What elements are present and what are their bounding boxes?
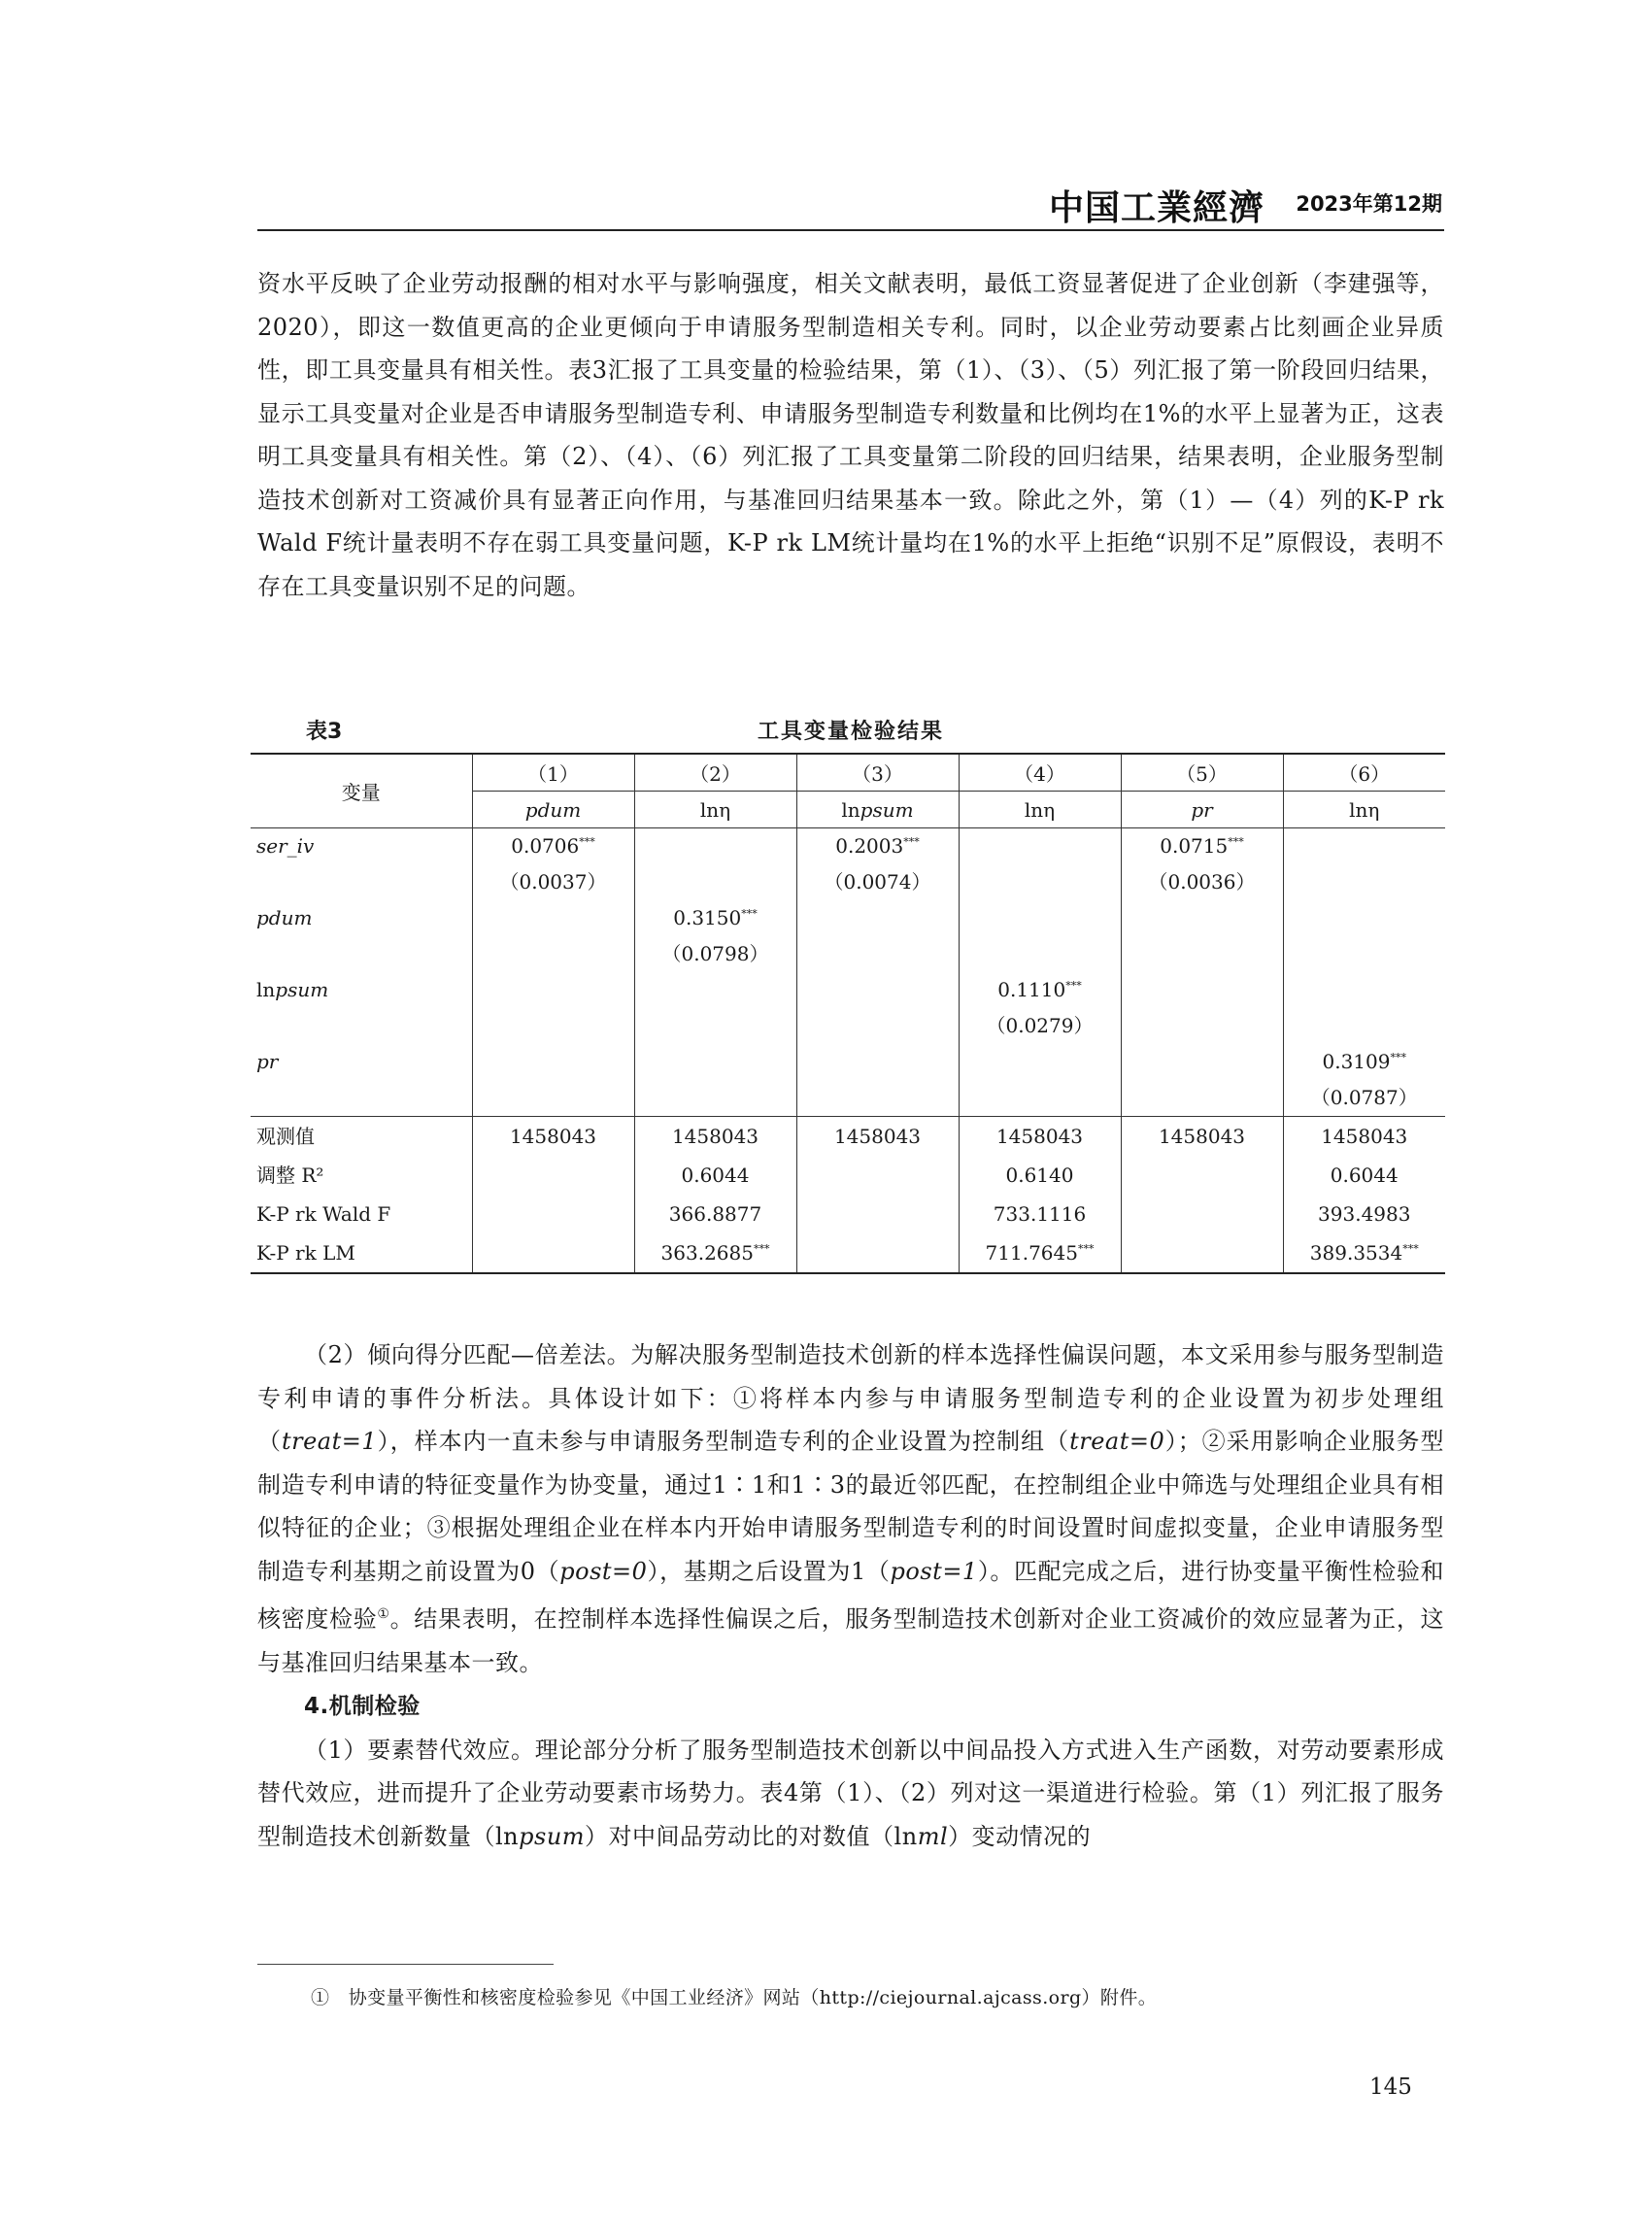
statistic-value: 389.3534: [1309, 1241, 1403, 1265]
standard-error: [473, 936, 634, 972]
row-variable-name: ser_iv: [256, 834, 315, 858]
table-cell: [1283, 828, 1445, 901]
coefficient: [473, 828, 634, 864]
table-cell: [634, 1156, 796, 1195]
coefficient: [1122, 972, 1283, 1008]
table-cell: [472, 1233, 634, 1273]
coefficient: [1122, 828, 1283, 864]
table-row: [251, 900, 1445, 972]
text-run: （2）倾向得分匹配—倍差法。为解决服务型制造技术创新的样本选择性偏误问题，本文采用参与服务型制造专利申请的事件分析法。具体设计如下：①将样本内参与申请服务型制造专利的企业设置为初步处理组（: [257, 1341, 1444, 1455]
col-number-3: （3）: [796, 754, 959, 792]
statistic-value: 711.7645: [985, 1241, 1078, 1265]
standard-error: [797, 1008, 959, 1044]
table-row: [251, 1044, 1445, 1117]
standard-error: [1122, 1080, 1283, 1116]
standard-error: [1284, 936, 1446, 972]
paragraph-text: [257, 1333, 1444, 1684]
text-run: ）对中间品劳动比的对数值（ln: [585, 1822, 918, 1850]
table-cell: [472, 1195, 634, 1233]
section-heading: 4.机制检验: [304, 1694, 421, 1719]
table-row: [251, 1117, 1445, 1157]
issue-label: 2023年第12期: [1296, 192, 1442, 216]
table-cell: [1283, 972, 1445, 1044]
table-cell: [796, 900, 959, 972]
table-cell: [634, 1117, 796, 1157]
table-cell: [472, 1156, 634, 1195]
variable-header: 变量: [341, 781, 381, 804]
standard-error: [960, 936, 1121, 972]
running-header: [257, 181, 1444, 231]
row-variable-name: pdum: [256, 906, 313, 929]
table-cell: [634, 1195, 796, 1233]
significance-stars: ***: [579, 835, 595, 849]
statistic-value: 1458043: [833, 1125, 922, 1148]
table-caption: 工具变量检验结果: [757, 720, 944, 744]
footnote-marker: ①: [377, 1606, 390, 1622]
statistic-value: 1458043: [509, 1125, 597, 1148]
dep-var-5: pr: [1121, 792, 1283, 828]
standard-error: （0.0279）: [986, 1014, 1094, 1037]
table-cell: [1283, 1156, 1445, 1195]
table-cell: [634, 900, 796, 972]
statistic-name: 观测值: [256, 1125, 315, 1148]
variable-ml: ml: [917, 1822, 949, 1850]
table-cell: [796, 972, 959, 1044]
table-cell: [634, 1044, 796, 1117]
row-variable-name: pr: [256, 1050, 279, 1073]
coefficient: [635, 900, 796, 936]
coefficient: [473, 900, 634, 936]
text-run: ）变动情况的: [948, 1822, 1092, 1850]
table-cell: [472, 1044, 634, 1117]
standard-error: [797, 936, 959, 972]
coefficient: [473, 1044, 634, 1080]
standard-error: （0.0037）: [499, 870, 607, 894]
table-cell: [1283, 1195, 1445, 1233]
significance-stars: ***: [1228, 835, 1244, 849]
text-run: ），样本内一直未参与申请服务型制造专利的企业设置为控制组（: [377, 1428, 1070, 1455]
standard-error: [1284, 1008, 1446, 1044]
iv-results-table: [251, 753, 1445, 1274]
statistic-rows: [251, 1117, 1445, 1274]
statistic-name: K-P rk LM: [256, 1241, 355, 1265]
paragraph-text: 资水平反映了企业劳动报酬的相对水平与影响强度，相关文献表明，最低工资显著促进了企业创新（李建强等，2020），即这一数值更高的企业更倾向于申请服务型制造相关专利。同时，以企业劳动要素占比刻画企业异质性，即工具变量具有相关性。表3汇报了工具变量的检验结果，第（1）、（3）、（5）列汇报了第一阶段回归结果，显示工具变量对企业是否申请服务型制造专利、申请服务型制造专利数量和比例均在1%的水平上显著为正，这表明工具变量具有相关性。第（2）、（4）、（6）列汇报了工具变量第二阶段的回归结果，结果表明，企业服务型制造技术创新对工资减价具有显著正向作用，与基准回归结果基本一致。除此之外，第（1）—（4）列的K-P rk Wald F统计量表明不存在弱工具变量问题，K-P rk LM统计量均在1%的水平上拒绝“识别不足”原假设，表明不存在工具变量识别不足的问题。: [257, 270, 1444, 600]
table-cell: [1283, 1233, 1445, 1273]
table-cell: [959, 1195, 1121, 1233]
text-run: 。结果表明，在控制样本选择性偏误之后，服务型制造技术创新对企业工资减价的效应显著为正，这与基准回归结果基本一致。: [257, 1605, 1445, 1676]
table-cell: [634, 828, 796, 901]
standard-error: （0.0074）: [824, 870, 931, 894]
coefficient: [1284, 972, 1446, 1008]
statistic-value: 733.1116: [993, 1202, 1087, 1226]
significance-stars: ***: [753, 1242, 770, 1256]
table-cell: [1121, 1044, 1283, 1117]
coefficient-value: 0.3150: [673, 906, 742, 929]
table-cell: [796, 1044, 959, 1117]
coefficient: [960, 900, 1121, 936]
text-run: ）；②采用影响企业服务型制造专利申请的特征变量作为协变量，通过1∶1和1∶3的最近邻匹配，在控制组企业中筛选与处理组企业具有相似特征的企业；③根据处理组企业在样本内开始申请服务型制造专利的时间设置时间虚拟变量，企业申请服务型制造专利基期之前设置为0（: [257, 1428, 1445, 1585]
coefficient: [1284, 900, 1446, 936]
body-paragraph-psm: [257, 1333, 1444, 1858]
table-cell: [796, 1195, 959, 1233]
coefficient: [1122, 900, 1283, 936]
page-number: 145: [1369, 2074, 1412, 2100]
table-cell: [1283, 1117, 1445, 1157]
standard-error: [635, 1080, 796, 1116]
table-cell: [959, 900, 1121, 972]
statistic-value: 1458043: [995, 1125, 1084, 1148]
statistic-value: 0.6140: [1005, 1164, 1074, 1187]
table-cell: [959, 1117, 1121, 1157]
coefficient: [960, 972, 1121, 1008]
table-cell: [796, 1156, 959, 1195]
table-cell: [1121, 1195, 1283, 1233]
coefficient-value: 0.0715: [1160, 834, 1229, 858]
table-row: [251, 1233, 1445, 1273]
table-title-row: [257, 709, 1444, 748]
coefficient: [473, 972, 634, 1008]
standard-error: [473, 1080, 634, 1116]
footnote-text: 协变量平衡性和核密度检验参见《中国工业经济》网站（http://ciejournal.ajcass.org）附件。: [348, 1987, 1158, 2008]
table-cell: [959, 1233, 1121, 1273]
table-number: 表3: [306, 720, 343, 744]
statistic-value: 393.4983: [1318, 1202, 1411, 1226]
section-heading-wrap: [257, 1684, 1444, 1729]
table-row: [251, 1195, 1445, 1233]
footnote-divider: [257, 1964, 554, 1965]
table-cell: [796, 1233, 959, 1273]
coefficient: [1284, 1044, 1446, 1080]
standard-error: [960, 1080, 1121, 1116]
coefficient: [635, 1044, 796, 1080]
text-run: ），基期之后设置为1（: [647, 1557, 891, 1585]
standard-error: [1122, 936, 1283, 972]
table-cell: [472, 900, 634, 972]
col-number-5: （5）: [1121, 754, 1283, 792]
standard-error: [635, 1008, 796, 1044]
table-cell: [634, 1233, 796, 1273]
statistic-value: 0.6044: [1330, 1164, 1399, 1187]
variable-post0: post=0: [559, 1557, 648, 1585]
variable-post1: post=1: [890, 1557, 978, 1585]
col-number-4: （4）: [959, 754, 1121, 792]
paragraph-text: [257, 1729, 1444, 1859]
footnote-mark: ①: [311, 1987, 330, 2008]
coefficient: [797, 828, 959, 864]
col-number-1: （1）: [472, 754, 634, 792]
significance-stars: ***: [1065, 979, 1082, 993]
significance-stars: ***: [1077, 1242, 1095, 1256]
statistic-value: 1458043: [671, 1125, 759, 1148]
coefficient: [1284, 828, 1446, 864]
coefficient-value: 0.1110: [997, 978, 1066, 1001]
dep-var-6: lnη: [1283, 792, 1445, 828]
table-cell: [959, 972, 1121, 1044]
dep-var-2: lnη: [634, 792, 796, 828]
table-row: [251, 828, 1445, 901]
coefficient: [797, 1044, 959, 1080]
standard-error: [1122, 1008, 1283, 1044]
table-cell: [1121, 900, 1283, 972]
significance-stars: ***: [1402, 1242, 1419, 1256]
significance-stars: ***: [903, 835, 920, 849]
table-cell: [796, 1117, 959, 1157]
statistic-name: 调整 R²: [256, 1164, 324, 1187]
coefficient-rows: [251, 828, 1445, 1117]
text-run: （1）要素替代效应。理论部分分析了服务型制造技术创新以中间品投入方式进入生产函数，对劳动要素形成替代效应，进而提升了企业劳动要素市场势力。表4第（1）、（2）列对这一渠道进行检验。第（1）列汇报了服务型制造技术创新数量（ln: [257, 1736, 1444, 1850]
coefficient: [635, 828, 796, 864]
body-paragraph-iv: [257, 262, 1444, 608]
standard-error: （0.0036）: [1148, 870, 1256, 894]
journal-logo: 中国工業經濟: [1048, 188, 1264, 228]
coefficient-value: 0.2003: [835, 834, 904, 858]
table-cell: [1121, 828, 1283, 901]
statistic-value: 366.8877: [668, 1202, 762, 1226]
standard-error: [1284, 864, 1446, 900]
table-cell: [634, 972, 796, 1044]
variable-psum: psum: [519, 1822, 586, 1850]
col-number-6: （6）: [1283, 754, 1445, 792]
table-cell: [1121, 1156, 1283, 1195]
variable-treat0: treat=0: [1069, 1428, 1165, 1455]
footnote: [311, 1983, 1437, 2012]
standard-error: （0.0798）: [661, 942, 769, 965]
statistic-value: 1458043: [1321, 1125, 1408, 1148]
dep-var-4: lnη: [959, 792, 1121, 828]
col-number-2: （2）: [634, 754, 796, 792]
coefficient-value: 0.3109: [1322, 1050, 1391, 1073]
coefficient: [960, 828, 1121, 864]
table-cell: [959, 828, 1121, 901]
table-cell: [472, 1117, 634, 1157]
standard-error: [797, 1080, 959, 1116]
row-variable-name: lnpsum: [256, 978, 329, 1001]
table-cell: [1121, 1233, 1283, 1273]
text-run: ）。匹配完成之后，进行协变量平衡性检验和核密度检验: [257, 1557, 1444, 1633]
statistic-value: 1458043: [1158, 1125, 1246, 1148]
significance-stars: ***: [741, 907, 758, 921]
table-cell: [1121, 972, 1283, 1044]
table-row: [251, 972, 1445, 1044]
coefficient: [797, 972, 959, 1008]
variable-treat1: treat=1: [281, 1428, 378, 1455]
table-cell: [1283, 900, 1445, 972]
table-cell: [959, 1044, 1121, 1117]
table-cell: [959, 1156, 1121, 1195]
table-cell: [472, 828, 634, 901]
table-row: [251, 1156, 1445, 1195]
table-cell: [1283, 1044, 1445, 1117]
dep-var-3: lnpsum: [796, 792, 959, 828]
coefficient: [635, 972, 796, 1008]
table-cell: [1121, 1117, 1283, 1157]
standard-error: （0.0787）: [1310, 1086, 1418, 1109]
statistic-value: 363.2685: [660, 1241, 754, 1265]
significance-stars: ***: [1390, 1051, 1406, 1064]
coefficient: [960, 1044, 1121, 1080]
standard-error: [960, 864, 1121, 900]
statistic-value: 0.6044: [681, 1164, 750, 1187]
table-cell: [796, 828, 959, 901]
statistic-name: K-P rk Wald F: [256, 1202, 391, 1226]
coefficient: [1122, 1044, 1283, 1080]
standard-error: [473, 1008, 634, 1044]
coefficient-value: 0.0706: [511, 834, 580, 858]
coefficient: [797, 900, 959, 936]
table-cell: [472, 972, 634, 1044]
standard-error: [635, 864, 796, 900]
dep-var-1: pdum: [472, 792, 634, 828]
